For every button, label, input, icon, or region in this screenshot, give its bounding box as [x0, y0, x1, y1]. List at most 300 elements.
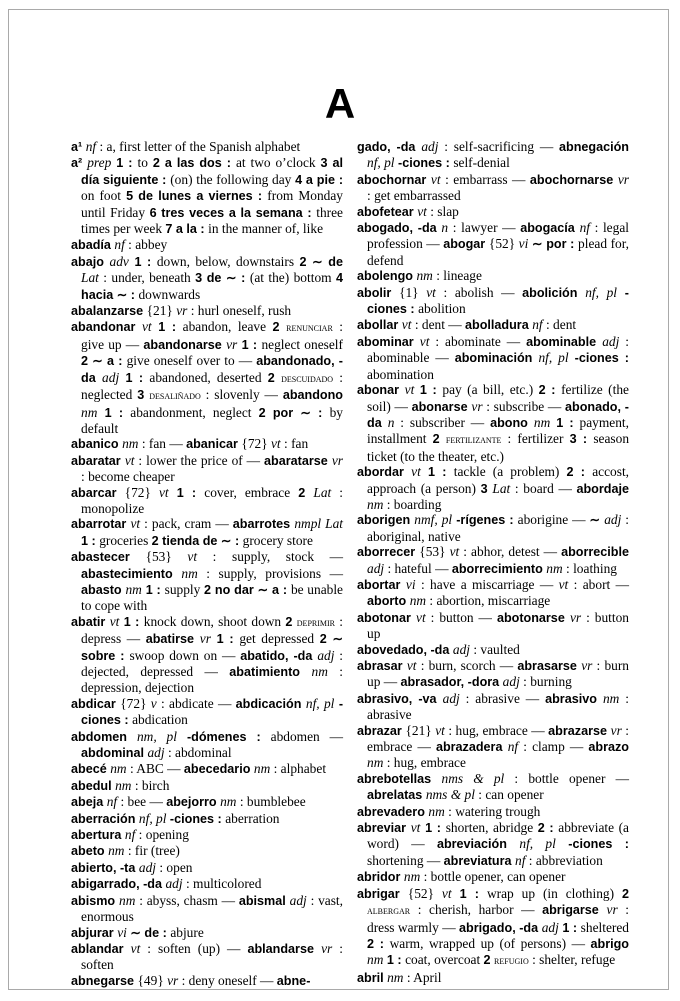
entry-text: adj: [138, 859, 157, 875]
entry-text: accost, approach (a person): [367, 464, 630, 496]
entry-text: : lawyer —: [448, 220, 521, 236]
entry-text: aberration: [225, 810, 280, 826]
entry-text: {52}: [407, 885, 442, 901]
entry-text: nf, pl: [367, 155, 395, 171]
entry-text: : abrasive —: [459, 690, 546, 706]
entry-text: : button up: [367, 609, 630, 642]
entry-text: : abominate —: [429, 333, 527, 349]
entry-text: prep: [87, 155, 112, 171]
entry-text: nf: [532, 317, 543, 333]
entry-headword: abrigado, -da: [459, 920, 542, 935]
entry-headword: abecedario: [183, 762, 254, 777]
dictionary-entry: [71, 155, 343, 237]
entry-text: nm: [110, 761, 127, 777]
entry-text: {21}: [146, 303, 177, 319]
entry-text: : bottle opener, can opener: [420, 869, 566, 885]
entry-text: nm: [181, 565, 198, 581]
entry-text: : abolish —: [435, 284, 523, 300]
entry-headword: abolir: [357, 285, 400, 300]
entry-headword: 1 :: [420, 821, 446, 836]
entry-headword: abrazo: [588, 740, 629, 755]
entry-headword: abadía: [71, 238, 115, 253]
entry-text: Lat: [492, 480, 511, 496]
entry-text: : have a miscarriage —: [415, 576, 559, 592]
entry-text: n: [441, 220, 449, 236]
entry-text: {1}: [399, 284, 427, 300]
entry-text: : abhor, detest —: [459, 544, 562, 560]
entry-text: from Monday until Friday: [81, 188, 344, 220]
entry-text: nm: [122, 436, 139, 452]
entry-text: : become cheaper: [81, 469, 175, 485]
entry-text: nm: [416, 268, 433, 284]
entry-headword: aborigen: [357, 513, 415, 528]
entry-headword: 4 a pie :: [295, 172, 344, 187]
entry-text: vi: [117, 924, 127, 940]
entry-text: : supply, stock —: [197, 549, 344, 565]
entry-text: three times per week: [81, 204, 343, 237]
entry-headword: abatirse: [145, 632, 200, 647]
entry-headword: 1 :: [111, 156, 138, 171]
entry-text: fertilizante: [445, 434, 502, 447]
entry-text: : subscriber —: [394, 414, 491, 430]
entry-headword: abjurar: [71, 925, 118, 940]
entry-headword: 2 no dar ∼ a :: [204, 582, 291, 597]
entry-headword: 2 :: [538, 383, 562, 398]
entry-text: nf: [124, 827, 136, 843]
entry-headword: abrazar: [357, 723, 406, 738]
dictionary-entry: [357, 970, 629, 986]
dictionary-entry: [71, 485, 343, 517]
entry-text: nm: [533, 414, 551, 430]
entry-text: : April: [403, 969, 442, 985]
entry-headword: 1 :: [420, 465, 454, 480]
entry-headword: abatir: [71, 614, 110, 629]
entry-headword: abeja: [71, 795, 107, 810]
entry-text: vt: [435, 722, 445, 738]
entry-headword: 3 de ∼ :: [195, 271, 250, 286]
entry-headword: 1 :: [151, 320, 183, 335]
entry-text: adj: [102, 369, 120, 385]
entry-headword: abovedado, -da: [357, 642, 453, 657]
entry-headword: abrasar: [357, 659, 407, 673]
dictionary-entry: [71, 941, 343, 973]
entry-text: refugio: [494, 955, 529, 968]
entry-text: : vaulted: [470, 641, 520, 657]
entry-text: : bottle opener —: [504, 770, 629, 786]
entry-text: : multicolored: [182, 876, 262, 892]
entry-headword: 1 :: [210, 632, 240, 647]
entry-text: nm: [115, 777, 132, 793]
dictionary-entry: [71, 436, 343, 452]
entry-text: vr: [167, 972, 179, 988]
entry-headword: 2 :: [566, 465, 593, 480]
dictionary-entry: [357, 334, 629, 382]
entry-text: (on) the following day: [170, 171, 296, 187]
entry-text: : embrace —: [367, 722, 629, 755]
entry-text: adj: [541, 919, 559, 935]
dictionary-entry: [357, 382, 629, 464]
entry-headword: 2 ∼ a :: [81, 354, 127, 369]
entry-headword: 2 :: [537, 821, 559, 836]
entry-text: at two o’clock: [235, 155, 321, 171]
entry-text: nm, pl: [136, 728, 177, 744]
entry-headword: -dómenes :: [176, 729, 271, 744]
entry-text: vt: [430, 171, 441, 187]
dictionary-entry: [357, 220, 629, 268]
entry-text: : aboriginal, native: [367, 512, 629, 544]
entry-text: coat, overcoat: [405, 952, 484, 968]
entry-text: : ABC —: [126, 761, 184, 777]
entry-text: adj: [289, 892, 307, 908]
entry-headword: abandono: [282, 388, 343, 403]
entry-text: tackle (a problem): [453, 464, 567, 480]
entry-text: albergar: [367, 905, 411, 918]
entry-text: : burn, scorch —: [416, 658, 518, 673]
dictionary-entry: [71, 516, 343, 549]
dictionary-entry: [357, 820, 629, 869]
entry-text: : abyss, chasm —: [135, 892, 239, 908]
entry-text: : pack, cram —: [140, 516, 233, 532]
entry-headword: abrasarse: [517, 659, 582, 673]
entry-text: nf, pl: [138, 810, 167, 826]
dictionary-entry: [357, 723, 629, 771]
entry-headword: 2: [285, 614, 297, 629]
entry-headword: abatimiento: [229, 665, 312, 679]
entry-headword: abandonado, -da: [81, 354, 344, 385]
entry-text: get depressed: [239, 631, 320, 647]
entry-text: vt: [158, 484, 169, 500]
dictionary-entry: [357, 544, 629, 577]
entry-text: Lat: [313, 484, 332, 500]
entry-headword: ∼ de :: [126, 925, 171, 940]
entry-text: nf, pl: [519, 836, 556, 852]
entry-headword: 4 hacia ∼ :: [81, 271, 343, 302]
dictionary-entry: [357, 610, 629, 642]
entry-headword: abastecer: [71, 550, 146, 565]
entry-headword: aborrecer: [357, 545, 420, 560]
entry-text: vt: [441, 885, 452, 901]
dictionary-entry: [357, 577, 629, 610]
entry-text: : alphabet: [270, 761, 327, 777]
entry-text: adj: [604, 512, 622, 528]
dictionary-entry: [71, 614, 343, 696]
entry-headword: 1 :: [558, 920, 581, 935]
entry-text: vt: [124, 452, 135, 468]
entry-text: : monopolize: [81, 484, 343, 516]
entry-text: : open: [156, 859, 193, 875]
entry-headword: abridor: [357, 870, 404, 885]
dictionary-entry: [71, 794, 343, 810]
entry-headword: 3 :: [569, 432, 594, 447]
entry-headword: abochornar: [357, 172, 431, 187]
entry-text: nf, pl: [305, 695, 335, 711]
entry-text: abbreviate (a word) —: [367, 820, 630, 852]
left-column: [71, 139, 343, 989]
entry-text: : lower the price of —: [134, 452, 265, 468]
entry-text: vr: [610, 722, 622, 738]
entry-text: vt: [416, 609, 426, 625]
entry-text: : burn up —: [367, 658, 629, 690]
entry-text: : dent —: [411, 317, 466, 333]
entry-text: vt: [558, 576, 569, 592]
entry-headword: -ciones :: [555, 837, 629, 852]
entry-headword: abogacía: [520, 221, 580, 236]
entry-text: vt: [406, 658, 417, 673]
entry-headword: abecé: [71, 762, 111, 777]
entry-text: : vast, enormous: [81, 892, 344, 925]
entry-text: (at the) bottom: [249, 270, 336, 286]
entry-text: renunciar: [286, 322, 333, 335]
entry-text: season ticket (to the theater, etc.): [367, 431, 630, 464]
entry-text: : hug, embrace —: [444, 722, 549, 738]
entry-text: : abort —: [568, 576, 630, 592]
entry-headword: -ciones :: [166, 811, 226, 826]
entry-text: nf, pl: [585, 284, 618, 300]
entry-headword: 2 a las dos :: [152, 156, 236, 171]
entry-headword: abaratar: [71, 453, 125, 468]
entry-headword: abrigar: [357, 886, 408, 901]
entry-headword: abrebotellas: [357, 771, 442, 786]
entry-text: nm: [409, 593, 427, 609]
dictionary-entry: [71, 453, 343, 485]
entry-text: : button —: [425, 609, 497, 625]
entry-headword: 2: [621, 886, 629, 901]
entry-headword: a¹: [71, 140, 86, 154]
entry-text: : watering trough: [444, 803, 541, 819]
entry-headword: abrelatas: [367, 788, 426, 803]
entry-text: abandoned, deserted: [149, 369, 268, 385]
entry-text: : hateful —: [384, 560, 452, 576]
entry-text: swoop down on —: [129, 647, 241, 663]
entry-text: adj: [602, 333, 620, 349]
entry-text: vt: [187, 549, 198, 565]
entry-text: nm: [119, 892, 136, 908]
entry-text: vt: [410, 820, 421, 836]
entry-headword: -ciones :: [394, 156, 454, 171]
entry-text: nm: [367, 952, 384, 968]
entry-headword: 1 :: [81, 533, 100, 548]
entry-headword: aberración: [71, 811, 139, 826]
entry-headword: abnegarse: [71, 973, 138, 988]
entry-text: : dress warmly —: [367, 902, 629, 935]
entry-headword: abogar: [443, 237, 489, 252]
entry-text: adv: [109, 253, 129, 269]
entry-headword: abismo: [71, 893, 120, 908]
entry-text: : fan —: [138, 436, 187, 452]
entry-text: : deny oneself —: [178, 972, 277, 988]
entry-text: : bee —: [117, 794, 167, 810]
entry-headword: aborrecible: [561, 545, 630, 560]
entry-text: vt: [426, 284, 436, 300]
dictionary-entry: [71, 811, 343, 827]
entry-headword: abanico: [71, 437, 123, 452]
dictionary-entry: [357, 139, 629, 172]
entry-text: self-denial: [453, 155, 510, 171]
entry-text: on foot: [81, 188, 127, 204]
entry-text: aborigine —: [517, 512, 590, 528]
entry-text: nm: [108, 843, 125, 859]
letter-heading: A: [324, 80, 356, 127]
entry-text: vt: [401, 317, 412, 333]
dictionary-entry: [357, 642, 629, 658]
entry-text: vt: [411, 464, 421, 480]
entry-text: vt: [130, 516, 141, 532]
entry-text: nm: [253, 761, 271, 777]
entry-text: abandonment, neglect: [130, 404, 259, 420]
entry-text: cover, embrace: [204, 484, 299, 500]
entry-headword: 1 :: [97, 405, 131, 420]
entry-text: : depression, dejection: [81, 664, 343, 696]
entry-headword: abordar: [357, 465, 412, 480]
entry-text: nmf, pl: [414, 512, 453, 528]
entry-text: abjure: [170, 924, 204, 940]
right-column: [357, 139, 629, 986]
entry-text: adj: [452, 641, 470, 657]
entry-text: : fan: [280, 436, 309, 452]
entry-headword: abril: [357, 970, 388, 985]
entry-text: vt: [419, 333, 430, 349]
entry-text: : legal profession —: [367, 220, 629, 252]
entry-headword: 5 de lunes a viernes :: [126, 189, 268, 204]
entry-headword: 1 :: [119, 614, 144, 629]
entry-headword: abreviar: [357, 821, 411, 836]
entry-headword: abrigarse: [542, 903, 607, 918]
entry-headword: ablandarse: [247, 941, 322, 956]
entry-text: {72}: [120, 695, 151, 711]
entry-headword: abandonarse: [143, 337, 227, 352]
entry-headword: 1 :: [237, 337, 262, 352]
entry-text: : cherish, harbor —: [410, 902, 543, 918]
entry-text: abomination: [367, 366, 434, 382]
entry-headword: abono: [490, 415, 534, 430]
entry-text: n: [387, 414, 395, 430]
entry-text: knock down, shoot down: [143, 613, 286, 629]
entry-text: deprimir: [296, 616, 336, 629]
entry-text: : abrasive: [367, 690, 629, 723]
entry-text: vr: [226, 336, 238, 352]
dictionary-entry: [357, 886, 629, 970]
entry-text: : soften: [81, 940, 343, 973]
entry-headword: abotonarse: [496, 610, 570, 625]
dictionary-entry: [357, 771, 629, 804]
entry-text: vt: [270, 436, 281, 452]
entry-headword: -ciones :: [568, 351, 629, 366]
entry-headword: abominar: [357, 334, 420, 349]
entry-headword: 1 :: [119, 370, 150, 385]
entry-headword: abne-: [276, 973, 311, 988]
entry-text: Lat: [81, 270, 99, 286]
entry-text: down, below, downstairs: [156, 253, 300, 269]
entry-text: nm: [220, 794, 237, 810]
entry-headword: 1 :: [141, 582, 165, 597]
entry-text: fertilize (the soil) —: [367, 382, 629, 414]
entry-text: vt: [449, 544, 460, 560]
entry-text: adj: [147, 745, 165, 761]
entry-headword: abortar: [357, 577, 406, 592]
dictionary-entry: [71, 319, 343, 436]
entry-text: : abbreviation: [525, 852, 603, 868]
entry-text: vi: [518, 236, 529, 252]
dictionary-entry: [357, 804, 629, 820]
dictionary-entry: [71, 729, 343, 762]
dictionary-entry: [71, 303, 343, 319]
entry-text: : abdicate —: [156, 695, 236, 711]
entry-text: : bumblebee: [236, 794, 306, 810]
entry-text: adj: [367, 560, 385, 576]
entry-text: : under, beneath: [98, 270, 196, 286]
entry-text: nm: [367, 755, 384, 771]
entry-headword: abofetear: [357, 204, 418, 219]
entry-headword: 7 a la :: [165, 222, 209, 237]
dictionary-entry: [357, 869, 629, 885]
entry-text: {72}: [124, 484, 159, 500]
entry-text: adj: [317, 647, 335, 663]
entry-text: nm: [428, 803, 445, 819]
dictionary-entry: [71, 778, 343, 794]
entry-text: : can opener: [474, 787, 544, 803]
entry-headword: 1 :: [550, 415, 580, 430]
entry-headword: abaratarse: [264, 453, 332, 468]
entry-text: {52}: [488, 236, 519, 252]
entry-headword: abdomen: [71, 729, 137, 744]
entry-headword: abdominal: [81, 746, 148, 761]
entry-headword: abatido, -da: [240, 648, 318, 663]
entry-text: adj: [502, 674, 520, 690]
dictionary-entry: [71, 827, 343, 843]
entry-text: : give up —: [81, 319, 343, 352]
entry-headword: abrasador, -dora: [400, 675, 503, 690]
entry-text: vr: [176, 303, 188, 319]
entry-text: nmpl Lat: [294, 516, 343, 532]
entry-headword: abrazarse: [548, 723, 611, 738]
entry-headword: abolición: [522, 285, 586, 300]
dictionary-entry: [71, 973, 343, 989]
entry-text: : soften (up) —: [140, 940, 248, 956]
entry-headword: abonado, -da: [367, 399, 629, 430]
entry-text: {49}: [137, 972, 168, 988]
entry-headword: 2 por ∼ :: [258, 405, 330, 420]
entry-text: nf: [106, 794, 118, 810]
dictionary-entry: [71, 237, 343, 253]
entry-text: vi: [405, 576, 416, 592]
entry-headword: abominación: [454, 351, 539, 366]
entry-headword: abrigo: [590, 936, 629, 951]
entry-text: : abbey: [124, 237, 168, 253]
dictionary-entry: [71, 925, 343, 941]
entry-headword: -ciones :: [81, 696, 344, 728]
entry-text: : fir (tree): [124, 843, 180, 859]
entry-headword: gado, -da: [357, 140, 422, 154]
entry-headword: abertura: [71, 828, 125, 843]
entry-headword: abnegación: [559, 140, 629, 154]
entry-headword: 1 :: [383, 953, 406, 968]
entry-headword: abanicar: [186, 437, 242, 452]
dictionary-entry: [71, 893, 343, 925]
entry-text: nm: [387, 969, 404, 985]
entry-text: : neglected: [81, 369, 343, 403]
entry-text: vr: [471, 398, 483, 414]
dictionary-entry: [71, 843, 343, 859]
entry-text: vt: [109, 613, 120, 629]
entry-text: nm: [602, 690, 620, 706]
entry-text: : slap: [426, 203, 459, 219]
entry-text: vr: [581, 658, 593, 673]
entry-text: to: [137, 155, 153, 171]
entry-text: abdication: [132, 712, 188, 728]
entry-text: nm: [81, 404, 98, 420]
entry-text: groceries: [99, 532, 152, 548]
entry-headword: abedul: [71, 778, 116, 793]
